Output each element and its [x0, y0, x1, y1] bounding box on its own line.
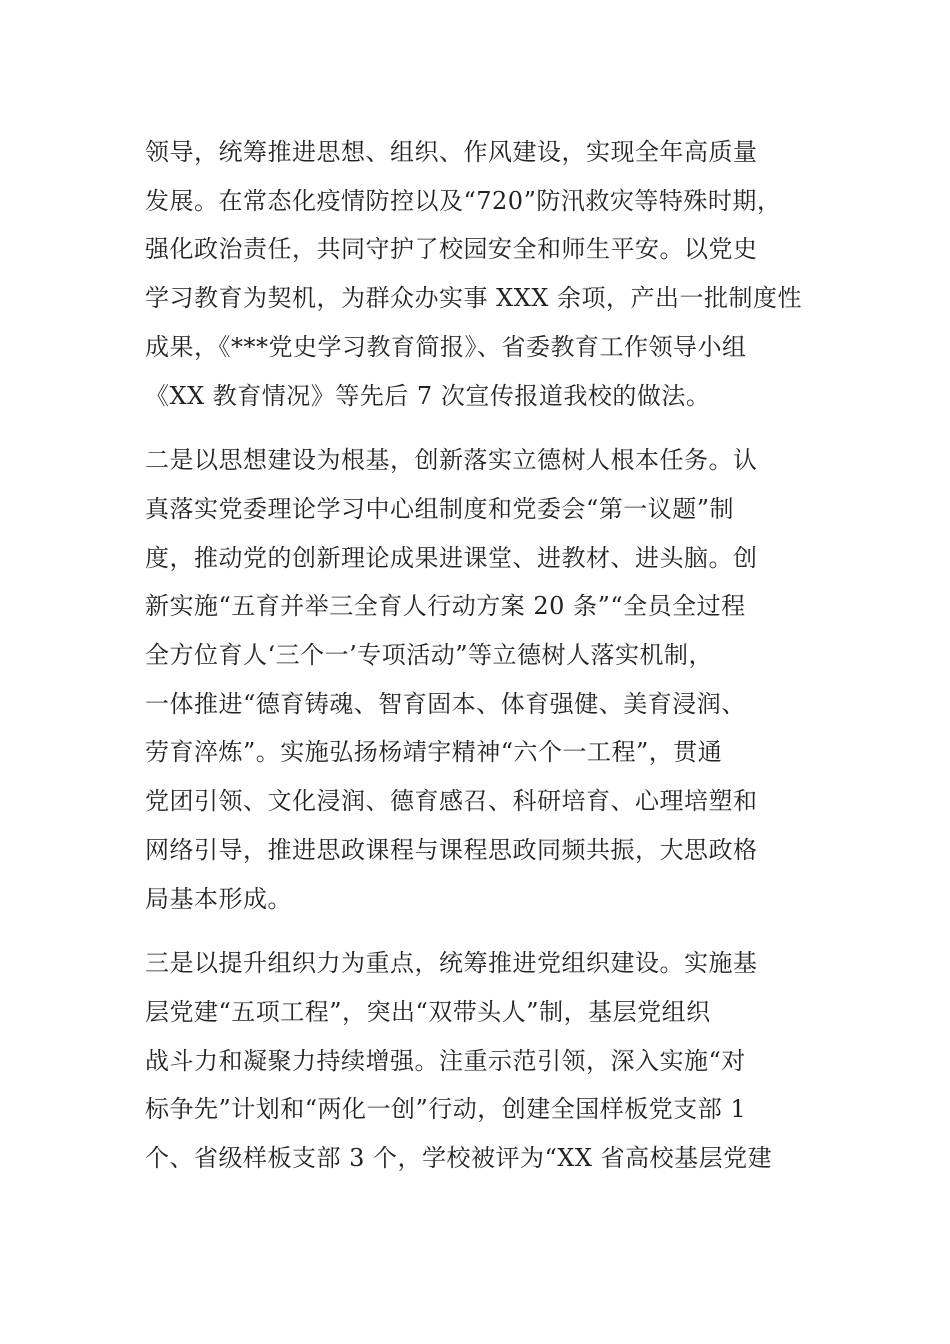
- text-line: 三是以提升组织力为重点，统筹推进党组织建设。实施基: [145, 949, 758, 978]
- document-body: [145, 128, 805, 1183]
- text-line: 局基本形成。: [145, 884, 292, 913]
- text-line: 度，推动党的创新理论成果进课堂、进教材、进头脑。创: [145, 543, 758, 572]
- text-line: 领导，统筹推进思想、组织、作风建设，实现全年高质量: [145, 138, 758, 166]
- text-line: 劳育淬炼”。实施弘扬杨靖宇精神“六个一工程”，贯通: [145, 738, 723, 767]
- paragraph-3: [145, 939, 805, 1183]
- text-line: 标争先”计划和“两化一创”行动，创建全国样板党支部 1: [145, 1095, 747, 1124]
- text-line: 新实施“五育并举三全育人行动方案 20 条”“全员全过程: [145, 592, 746, 621]
- text-line: 强化政治责任，共同守护了校园安全和师生平安。以党史: [145, 235, 758, 264]
- text-line: 战斗力和凝聚力持续增强。注重示范引领，深入实施“对: [145, 1046, 746, 1075]
- text-line: 党团引领、文化浸润、德育感召、科研培育、心理培塑和: [145, 787, 758, 816]
- text-line: 层党建“五项工程”，突出“双带头人”制，基层党组织: [145, 997, 711, 1026]
- paragraph-1: [145, 128, 805, 420]
- text-line: 成果，《***党史学习教育简报》、省委教育工作领导小组: [145, 332, 747, 361]
- text-line: 学习教育为契机，为群众办实事 XXX 余项，产出一批制度性: [145, 284, 803, 313]
- text-line: 全方位育人‘三个一’专项活动”等立德树人落实机制，: [145, 641, 714, 670]
- text-line: 发展。在常态化疫情防控以及“720”防汛救灾等特殊时期，: [145, 186, 782, 215]
- paragraph-2: [145, 436, 805, 923]
- text-line: 二是以思想建设为根基，创新落实立德树人根本任务。认: [145, 446, 758, 475]
- text-line: 个、省级样板支部 3 个，学校被评为“XX 省高校基层党建: [145, 1144, 773, 1173]
- text-line: 真落实党委理论学习中心组制度和党委会“第一议题”制: [145, 494, 735, 523]
- text-line: 一体推进“德育铸魂、智育固本、体育强健、美育浸润、: [145, 689, 746, 718]
- text-line: 网络引导，推进思政课程与课程思政同频共振，大思政格: [145, 835, 758, 864]
- text-line: 《XX 教育情况》等先后 7 次宣传报道我校的做法。: [145, 381, 711, 410]
